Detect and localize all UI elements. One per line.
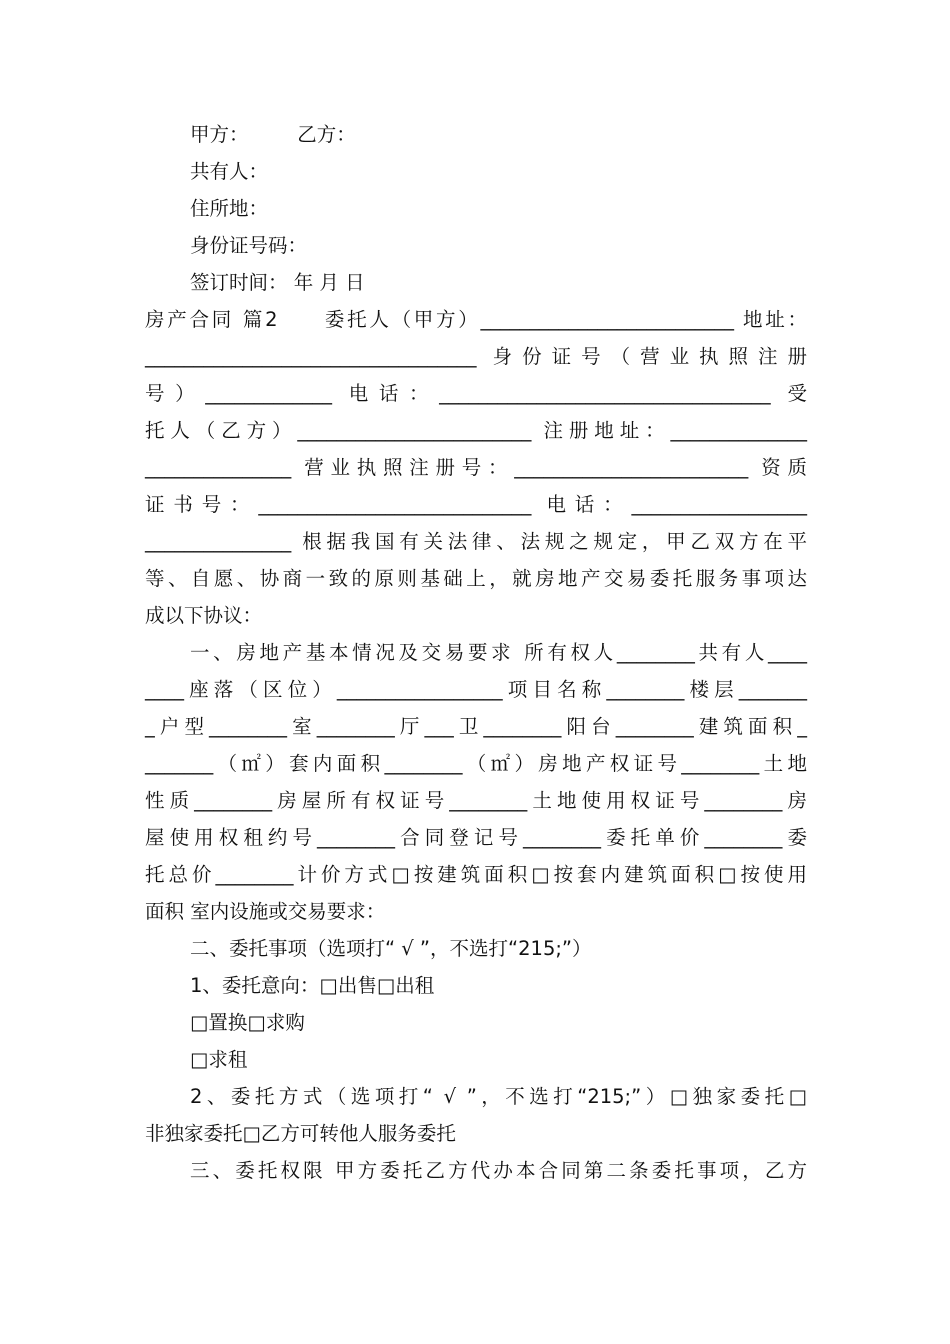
party-a-b-line: [145, 116, 807, 153]
entrust-method-options-text: 非独家委托□乙方可转他人服务委托: [145, 1122, 456, 1145]
signing-date-line: [145, 264, 807, 301]
contract-heading-line: [145, 301, 807, 338]
entrust-intent-options-text: □求租: [190, 1048, 248, 1071]
body-text: 面积 室内设施或交易要求：: [145, 900, 386, 923]
entrust-intent-options-line: [145, 1041, 807, 1078]
section-1-heading-line: [145, 634, 807, 671]
body-line: [145, 486, 807, 523]
body-text: 托人（乙方）________________________ 注册地址：______________: [145, 419, 807, 442]
body-line: [145, 412, 807, 449]
entrust-method-options-line: [145, 1115, 807, 1152]
body-text: _______（㎡）套内面积________（㎡）房地产权证号________土地: [145, 752, 807, 775]
body-text: ____座落（区位）_________________项目名称________楼层_______: [145, 678, 807, 701]
body-text: 号）_____________ 电话：__________________________________ 受: [145, 382, 807, 405]
section-2-heading-line: [145, 930, 807, 967]
party-a-b-text: 甲方： 乙方：: [190, 123, 356, 146]
body-text: _______________ 根据我国有关法律、法规之规定，甲乙双方在平: [145, 530, 807, 553]
entrust-intent-options-line: [145, 1004, 807, 1041]
body-line: [145, 819, 807, 856]
contract-heading-text: 房产合同 篇2 委托人（甲方）__________________________ 地址：: [145, 308, 807, 331]
body-line: [145, 560, 807, 597]
body-line: [145, 671, 807, 708]
body-line: [145, 338, 807, 375]
body-line: [145, 708, 807, 745]
body-line: [145, 745, 807, 782]
entrust-method-text: 2、委托方式（选项打“ √ ”，不选打“215;”）□独家委托□: [190, 1085, 807, 1108]
body-line: [145, 523, 807, 560]
body-line: [145, 856, 807, 893]
section-3-heading-text: 三、委托权限 甲方委托乙方代办本合同第二条委托事项，乙方: [190, 1159, 807, 1182]
body-line: [145, 597, 807, 634]
entrust-intent-text: 1、委托意向：□出售□出租: [190, 974, 435, 997]
section-1-heading-text: 一、房地产基本情况及交易要求 所有权人________共有人____: [190, 641, 807, 664]
document-body: [145, 116, 807, 1189]
body-line: [145, 375, 807, 412]
body-text: 证书号：____________________________ 电话：__________________: [145, 493, 807, 516]
signing-date-text: 签订时间： 年 月 日: [190, 271, 365, 294]
residence-text: 住所地：: [190, 197, 269, 220]
co-owner-text: 共有人：: [190, 160, 269, 183]
entrust-intent-options-text: □置换□求购: [190, 1011, 305, 1034]
co-owner-line: [145, 153, 807, 190]
entrust-method-line: [145, 1078, 807, 1115]
body-text: _______________ 营业执照注册号：________________________ 资质: [145, 456, 807, 479]
body-line: [145, 449, 807, 486]
body-text: __________________________________ 身份证号（营业执照注册: [145, 345, 807, 368]
section-3-heading-line: [145, 1152, 807, 1189]
id-number-text: 身份证号码：: [190, 234, 308, 257]
body-text: 屋使用权租约号________合同登记号________委托单价________委: [145, 826, 807, 849]
body-text: 性质________房屋所有权证号________土地使用权证号________房: [145, 789, 807, 812]
id-number-line: [145, 227, 807, 264]
section-2-heading-text: 二、委托事项（选项打“ √ ”，不选打“215;”）: [190, 937, 592, 960]
residence-line: [145, 190, 807, 227]
entrust-intent-line: [145, 967, 807, 1004]
body-text: 成以下协议：: [145, 604, 263, 627]
body-line: [145, 893, 807, 930]
body-text: _户型________室________厅___卫________阳台________建筑面积_: [145, 715, 807, 738]
body-line: [145, 782, 807, 819]
body-text: 等、自愿、协商一致的原则基础上，就房地产交易委托服务事项达: [145, 567, 807, 590]
body-text: 托总价________计价方式□按建筑面积□按套内建筑面积□按使用: [145, 863, 807, 886]
